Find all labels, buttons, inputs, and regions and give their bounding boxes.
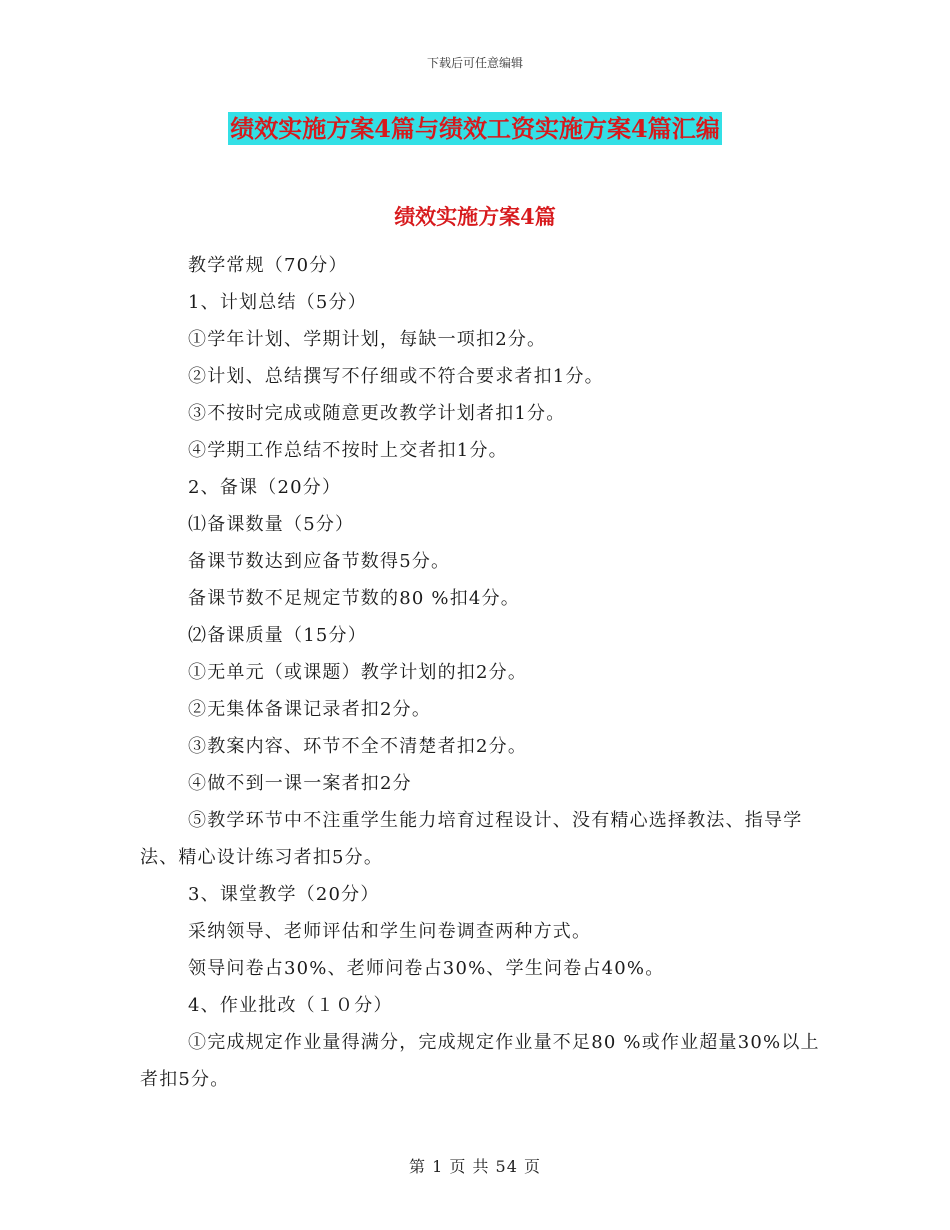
paragraph: 2、备课（20分）: [188, 477, 342, 498]
paragraph: 备课节数达到应备节数得5分。: [188, 551, 451, 572]
section-title: 绩效实施方案4篇: [394, 204, 556, 229]
paragraph: ⑴备课数量（5分）: [188, 514, 355, 535]
paragraph: ②计划、总结撰写不仔细或不符合要求者扣1分。: [188, 366, 604, 387]
paragraph: ⑤教学环节中不注重学生能力培育过程设计、没有精心选择教法、指导学法、精心设计练习者扣5分。: [140, 810, 803, 868]
paragraph: 备课节数不足规定节数的80 %扣4分。: [188, 588, 520, 609]
page-footer: 第 1 页 共 54 页: [409, 1157, 541, 1176]
main-title: [0, 112, 950, 149]
paragraph: 4、作业批改（１０分）: [188, 995, 393, 1016]
paragraph: ③不按时完成或随意更改教学计划者扣1分。: [188, 403, 566, 424]
paragraph: 3、课堂教学（20分）: [188, 884, 380, 905]
paragraph: ①完成规定作业量得满分，完成规定作业量不足80 %或作业超量30%以上者扣5分。: [140, 1032, 820, 1090]
paragraph: ①学年计划、学期计划，每缺一项扣2分。: [188, 329, 547, 350]
main-title-text: 绩效实施方案4篇与绩效工资实施方案4篇汇编: [230, 114, 720, 143]
paragraph: ④学期工作总结不按时上交者扣1分。: [188, 440, 508, 461]
paragraph: ③教案内容、环节不全不清楚者扣2分。: [188, 736, 528, 757]
paragraph: 采纳领导、老师评估和学生问卷调查两种方式。: [188, 921, 592, 942]
paragraph: 教学常规（70分）: [188, 255, 348, 276]
paragraph: ⑵备课质量（15分）: [188, 625, 367, 646]
paragraph: ④做不到一课一案者扣2分: [188, 773, 412, 794]
document-body: [140, 247, 820, 1098]
paragraph: 1、计划总结（5分）: [188, 292, 367, 313]
header-note: 下载后可任意编辑: [426, 56, 523, 70]
paragraph: 领导问卷占30%、老师问卷占30%、学生问卷占40%。: [188, 958, 665, 979]
paragraph: ①无单元（或课题）教学计划的扣2分。: [188, 662, 528, 683]
paragraph: ②无集体备课记录者扣2分。: [188, 699, 432, 720]
